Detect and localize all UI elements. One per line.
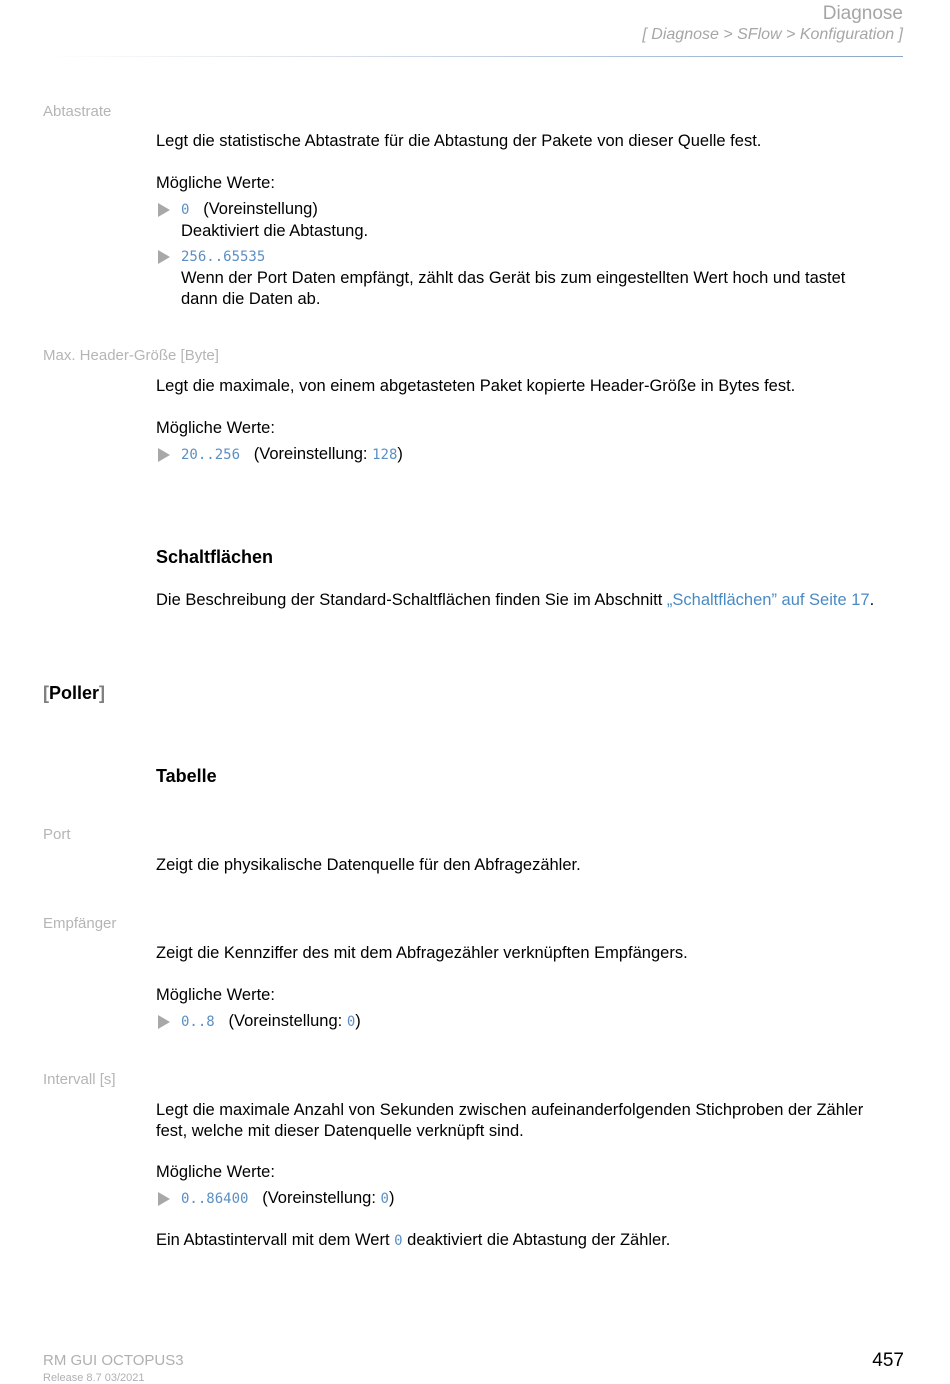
- page-header-title: Diagnose: [822, 3, 903, 24]
- value-code: 20..256: [181, 447, 241, 463]
- bullet-triangle-icon: [158, 1015, 170, 1029]
- interval-value-range: [156, 1188, 394, 1210]
- default-prefix: (Voreinstellung:: [253, 445, 373, 463]
- param-name-port: Port: [43, 826, 71, 843]
- value-note: (Voreinstellung): [203, 200, 318, 218]
- header-size-description: Legt die maximale, von einem abgetasteten Paket kopierte Header-Größe in Bytes fest.: [156, 377, 796, 395]
- sampling-rate-description: Legt die statistische Abtastrate für die Abtastung der Pakete von dieser Quelle fest.: [156, 132, 762, 150]
- default-prefix: (Voreinstellung:: [262, 1189, 381, 1207]
- interval-description-line1: Legt die maximale Anzahl von Sekunden zwischen aufeinanderfolgenden Stichproben der Zähler: [156, 1101, 864, 1119]
- default-code: 0: [346, 1014, 356, 1030]
- header-size-values-label: Mögliche Werte:: [156, 419, 275, 437]
- bracket-open: [: [43, 683, 49, 703]
- default-code: 0: [380, 1191, 389, 1207]
- value-description-line1: Wenn der Port Daten empfängt, zählt das Gerät bis zum eingestellten Wert hoch und tastet: [181, 269, 846, 287]
- breadcrumb: [ Diagnose > SFlow > Konfiguration ]: [642, 26, 903, 43]
- default-suffix: ): [355, 1012, 361, 1030]
- interval-description-line2: fest, welche mit dieser Datenquelle verknüpft sind.: [156, 1122, 524, 1140]
- interval-description: [156, 1100, 863, 1142]
- param-name-header-size: Max. Header-Größe [Byte]: [43, 347, 219, 364]
- value-code: 0..86400: [181, 1191, 249, 1207]
- footer-release: Release 8.7 03/2021: [43, 1372, 145, 1384]
- default-suffix: ): [397, 445, 403, 463]
- section-heading-buttons: Schaltflächen: [156, 547, 274, 567]
- interval-values-label: Mögliche Werte:: [156, 1163, 275, 1181]
- poller-title: Poller: [49, 683, 100, 703]
- bullet-triangle-icon: [158, 448, 170, 462]
- receiver-values-label: Mögliche Werte:: [156, 986, 275, 1004]
- buttons-description: [156, 590, 874, 611]
- buttons-text-end: .: [869, 591, 875, 609]
- value-description: Deaktiviert die Abtastung.: [181, 222, 369, 240]
- value-description-line2: dann die Daten ab.: [181, 290, 321, 308]
- param-name-interval: Intervall [s]: [43, 1071, 116, 1088]
- port-description: Zeigt die physikalische Datenquelle für den Abfragezähler.: [156, 856, 581, 874]
- default-suffix: ): [388, 1189, 395, 1207]
- value-code: 0..8: [181, 1014, 215, 1030]
- receiver-value-range: [156, 1011, 361, 1033]
- param-name-receiver: Empfänger: [43, 915, 117, 932]
- note-code: 0: [394, 1233, 403, 1249]
- note-text-end: deaktiviert die Abtastung der Zähler.: [402, 1231, 671, 1249]
- section-heading-table: Tabelle: [156, 766, 217, 786]
- buttons-text: Die Beschreibung der Standard-Schaltflächen finden Sie im Abschnitt: [156, 591, 667, 609]
- page-number: 457: [872, 1350, 904, 1371]
- buttons-page-link[interactable]: „Schaltflächen” auf Seite 17: [666, 591, 870, 609]
- sampling-rate-values-label: Mögliche Werte:: [156, 174, 275, 192]
- value-code: 0: [181, 202, 190, 218]
- default-code: 128: [372, 447, 398, 463]
- header-size-value-range: [156, 444, 403, 466]
- section-heading-poller: [43, 683, 105, 704]
- param-name-sampling-rate: Abtastrate: [43, 103, 112, 120]
- bullet-triangle-icon: [158, 203, 170, 217]
- header-divider: [43, 56, 903, 57]
- receiver-description: Zeigt die Kennziffer des mit dem Abfragezähler verknüpften Empfängers.: [156, 944, 688, 962]
- interval-note: [156, 1230, 670, 1252]
- note-text: Ein Abtastintervall mit dem Wert: [156, 1231, 395, 1249]
- value-code: 256..65535: [181, 249, 266, 265]
- sampling-rate-value-0: [156, 199, 368, 242]
- bracket-close: ]: [99, 683, 106, 703]
- default-prefix: (Voreinstellung:: [228, 1012, 347, 1030]
- footer-document-name: RM GUI OCTOPUS3: [43, 1352, 184, 1369]
- bullet-triangle-icon: [158, 1192, 170, 1206]
- bullet-triangle-icon: [158, 250, 170, 264]
- sampling-rate-value-range: [156, 246, 845, 310]
